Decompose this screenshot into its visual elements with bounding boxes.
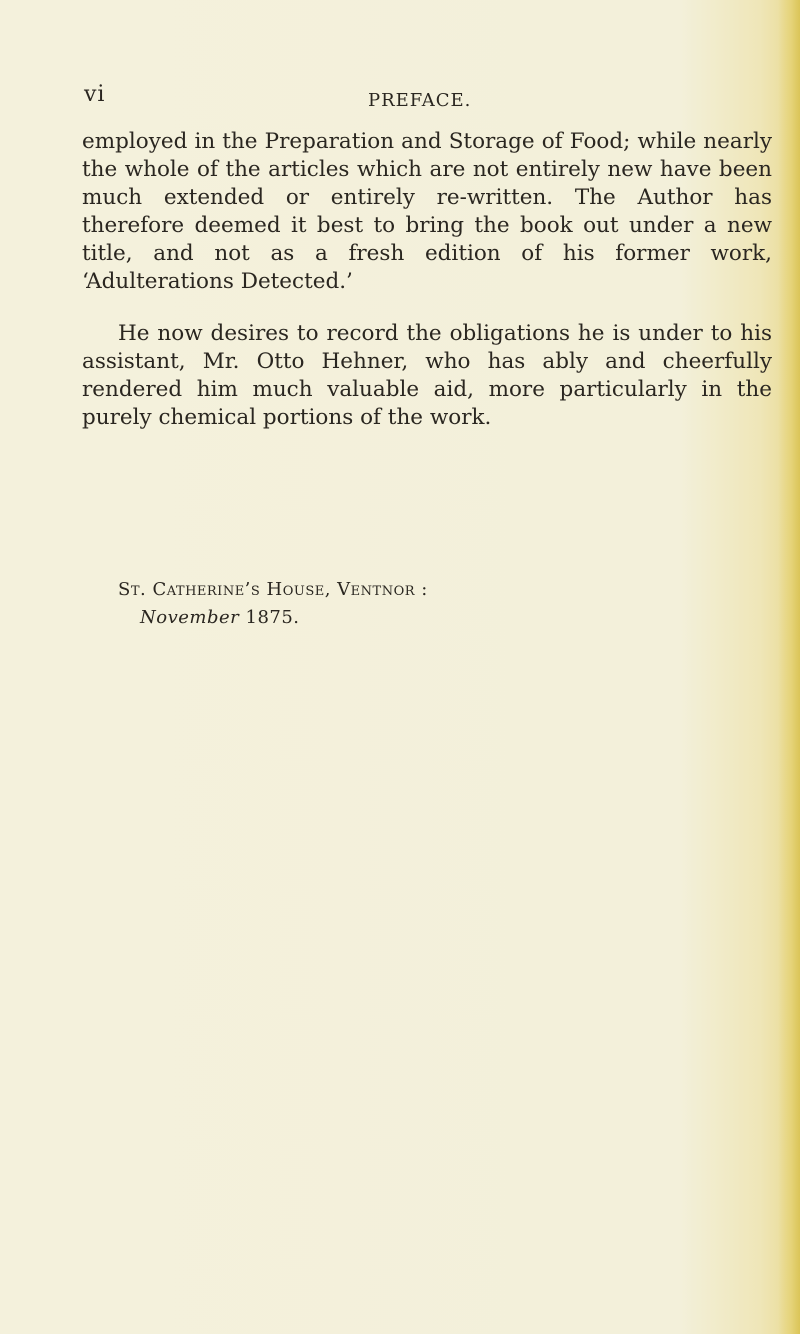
page-edge-shading [778, 0, 800, 1334]
body-text [82, 128, 772, 432]
paragraph-1: employed in the Preparation and Storage of Food; while nearly the whole of the articles which are not entirely new have been much extended or entirely re-written. The Author has therefore deemed it best to bring the book out under a new title, and not as a fresh edition of his former work, ‘Adulterations Detected.’ [82, 129, 772, 294]
signature-block [118, 576, 428, 628]
signature-date [140, 604, 300, 632]
signature-month: November [140, 607, 240, 628]
signature-year: 1875. [245, 607, 300, 628]
running-head: PREFACE. [368, 90, 472, 111]
paragraph-2: He now desires to record the obligations he is under to his assistant, Mr. Otto Hehner, who has ably and cheerfully rendered him much valuable aid, more particularly in the purely chemical portions of the work. [82, 321, 772, 430]
page-number: vi [84, 82, 106, 107]
signature-place: St. Catherine’s House, Ventnor : [118, 579, 428, 600]
